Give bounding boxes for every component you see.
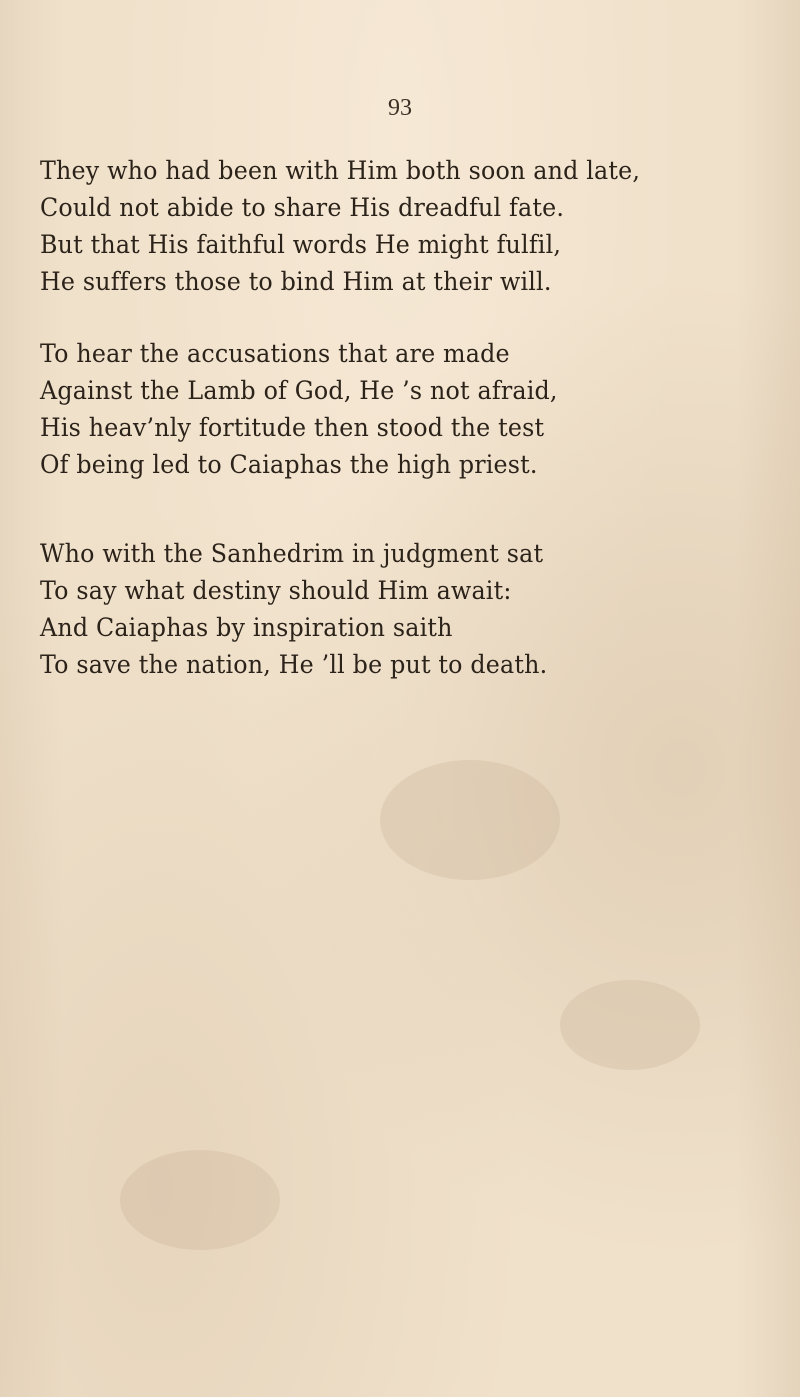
verse-line: And Caiaphas by inspiration saith [40,613,453,642]
paper-stain [120,1150,280,1250]
verse-line: To hear the accusations that are made [40,339,510,368]
paper-stain [560,980,700,1070]
stanza-3 [40,535,770,683]
verse-line: Could not abide to share His dreadful fate. [40,193,565,222]
verse-line: He suffers those to bind Him at their will. [40,267,552,296]
verse-line: Against the Lamb of God, He ’s not afraid, [40,376,558,405]
page-number: 93 [388,95,412,121]
stanza-1 [40,152,770,300]
stanza-2 [40,335,770,483]
verse-line: His heav’nly fortitude then stood the test [40,413,545,442]
verse-line: Of being led to Caiaphas the high priest. [40,450,538,479]
verse-line: To save the nation, He ’ll be put to death. [40,650,548,679]
verse-line: They who had been with Him both soon and late, [40,156,641,185]
verse-line: Who with the Sanhedrim in judgment sat [40,539,544,568]
paper-stain [380,760,560,880]
verse-line: To say what destiny should Him await: [40,576,512,605]
verse-line: But that His faithful words He might fulfil, [40,230,562,259]
